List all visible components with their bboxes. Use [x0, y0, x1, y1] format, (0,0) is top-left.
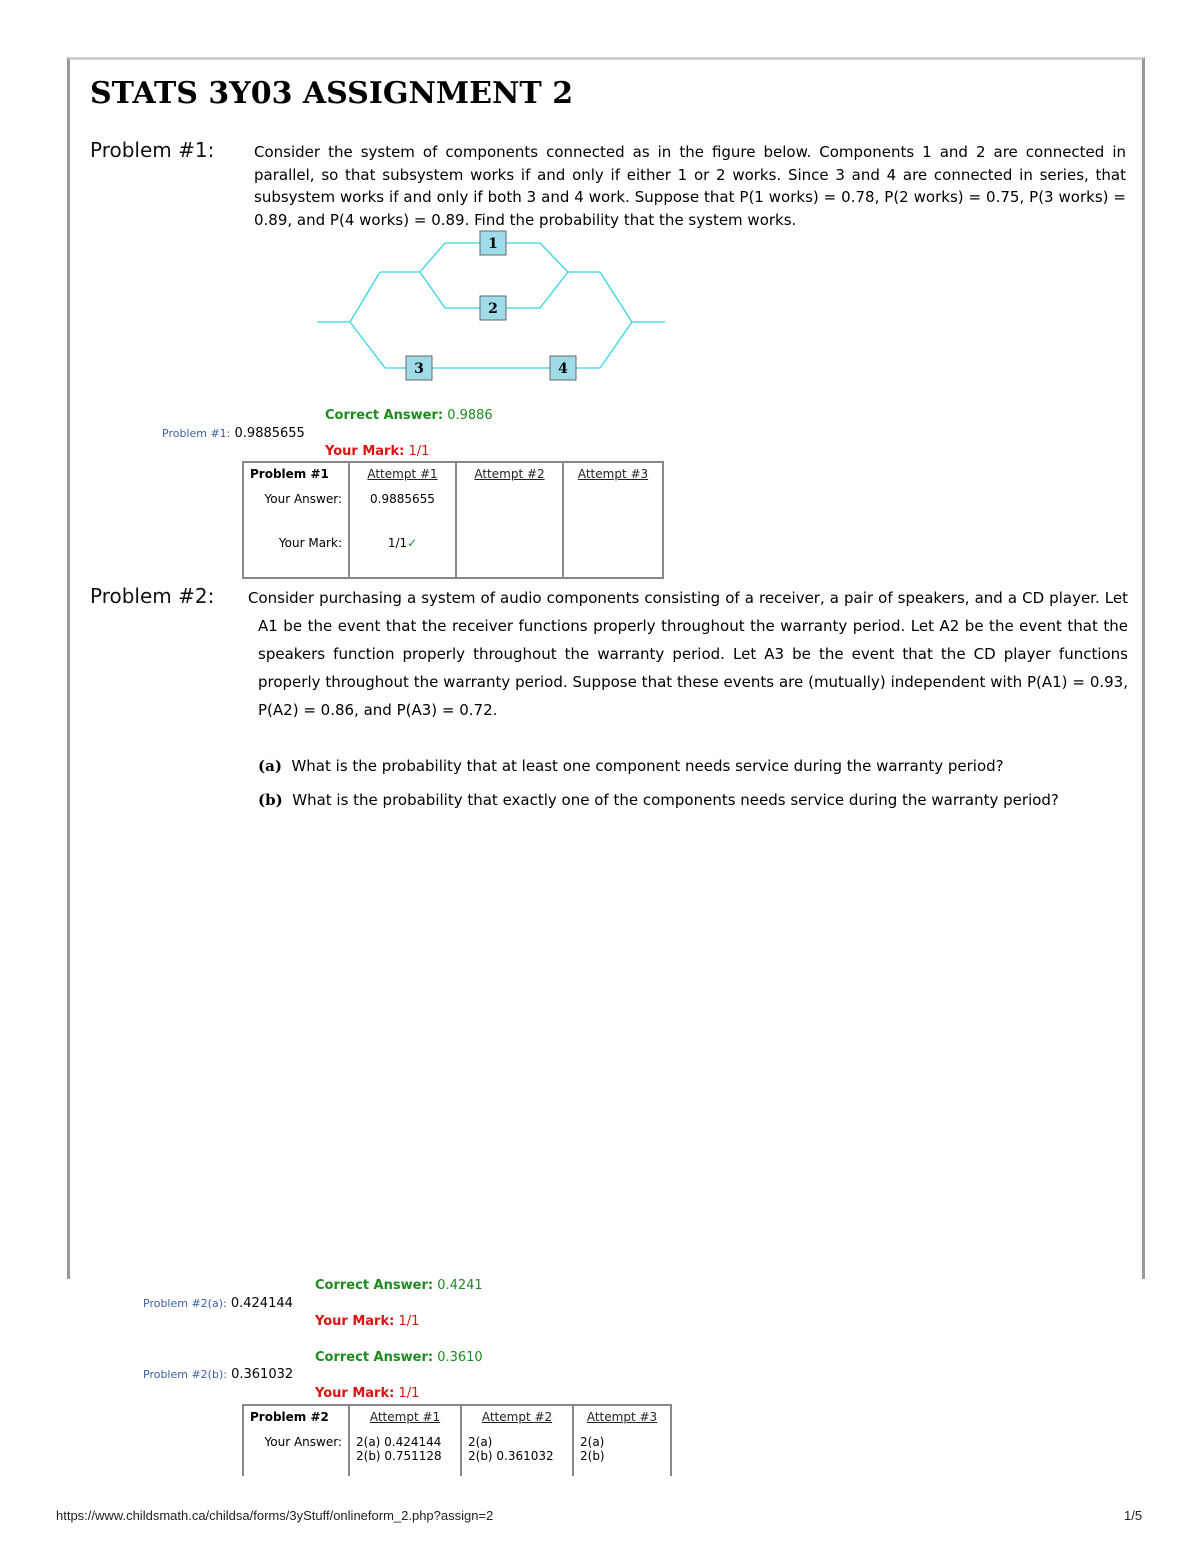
- p2-answer-attempt-3: 2(a) 2(b): [573, 1431, 671, 1476]
- footer-page-number: 1/5: [1124, 1508, 1143, 1523]
- page-title: STATS 3Y03 ASSIGNMENT 2: [90, 76, 574, 111]
- p1-answer-attempt-1: 0.9885655: [349, 488, 456, 532]
- component-1-label: 1: [488, 236, 498, 252]
- component-4-label: 4: [558, 361, 568, 377]
- p2-attempts-table: [242, 1404, 672, 1476]
- checkmark-icon: ✓: [407, 536, 418, 550]
- p1-mark-label: Your Mark:: [278, 536, 342, 550]
- p2-answer-attempt-2: 2(a) 2(b) 0.361032: [461, 1431, 573, 1476]
- footer-url: https://www.childsmath.ca/childsa/forms/3yStuff/onlineform_2.php?assign=2: [56, 1508, 494, 1523]
- system-diagram: [300, 226, 680, 386]
- p2b-response: Problem #2(b): 0.361032: [143, 1367, 294, 1382]
- component-2-label: 2: [488, 301, 498, 317]
- p1-response: Problem #1: 0.9885655: [162, 426, 305, 441]
- problem-1-text: Consider the system of components connected as in the figure below. Components 1 and 2 are connected in parallel, so that subsystem works if and only if either 1 or 2 works. Since 3 and 4 are connected in series, that subsystem works if and only if both 3 and 4 work. Suppose that P(1 works) = 0.78, P(2 works) = 0.75, P(3 works) = 0.89, and P(4 works) = 0.89. Find the probability that the system works.: [254, 143, 1126, 229]
- p2a-correct-answer: Correct Answer: 0.4241: [315, 1278, 483, 1293]
- p1-table-title: Problem #1: [250, 467, 329, 481]
- p2a-response: Problem #2(a): 0.424144: [143, 1296, 293, 1311]
- p2b-your-mark: Your Mark: 1/1: [315, 1386, 420, 1401]
- p1-attempts-table: [242, 461, 664, 579]
- p1-attempt-3-header: Attempt #3: [577, 467, 649, 481]
- problem-1-label: Problem #1:: [90, 138, 215, 162]
- p1-answer-attempt-2: [456, 488, 563, 532]
- p2b-correct-answer: Correct Answer: 0.3610: [315, 1350, 483, 1365]
- p2-table-title: Problem #2: [250, 1410, 329, 1424]
- p1-attempt-2-header: Attempt #2: [474, 467, 545, 481]
- p1-correct-answer: Correct Answer: 0.9886: [325, 408, 493, 423]
- p1-attempt-1-header: Attempt #1: [367, 467, 438, 481]
- problem-2-text: Consider purchasing a system of audio components consisting of a receiver, a pair of speakers, and a CD player. Let A1 be the event that the receiver functions properly throughout the warranty period. Let A2 be the event that the speakers function properly throughout the warranty period. Let A3 be the event that the CD player functions properly throughout the warranty period. Suppose that these events are (mutually) independent with P(A1) = 0.93, P(A2) = 0.86, and P(A3) = 0.72.: [248, 589, 1128, 719]
- p2a-your-mark: Your Mark: 1/1: [315, 1314, 420, 1329]
- problem-2a-question: (a) What is the probability that at least one component needs service during the warranty period?: [258, 757, 1004, 775]
- p1-your-mark: Your Mark: 1/1: [325, 444, 430, 459]
- problem-2b-question: (b) What is the probability that exactly one of the components needs service during the warranty period?: [258, 791, 1059, 809]
- p2-attempt-3-header: Attempt #3: [586, 1410, 658, 1424]
- component-3-label: 3: [414, 361, 424, 377]
- p2-answer-attempt-1: 2(a) 0.424144 2(b) 0.751128: [349, 1431, 461, 1476]
- p1-answer-label: Your Answer:: [264, 492, 342, 506]
- problem-2-label: Problem #2:: [90, 584, 215, 608]
- p2-attempt-1-header: Attempt #1: [369, 1410, 441, 1424]
- p1-mark-attempt-1: 1/1✓: [349, 532, 456, 578]
- p1-answer-attempt-3: [563, 488, 663, 532]
- p2-attempt-2-header: Attempt #2: [481, 1410, 553, 1424]
- p2-answer-label: Your Answer:: [264, 1435, 342, 1449]
